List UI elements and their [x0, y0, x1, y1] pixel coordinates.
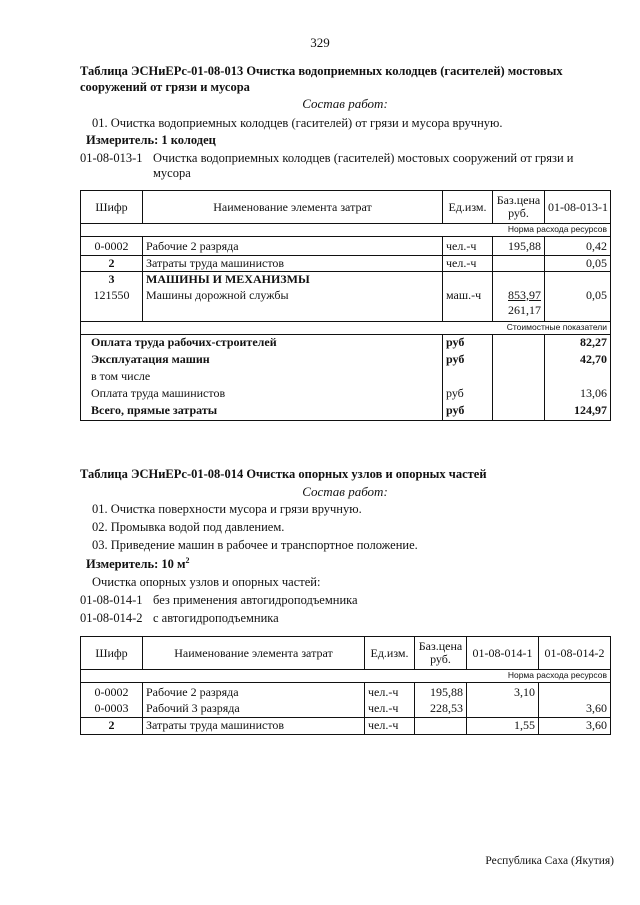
- cell-value: 124,97: [545, 403, 611, 421]
- table-row: [81, 701, 611, 718]
- table-row: [81, 256, 611, 272]
- table1-work-item: 01. Очистка водоприемных колодцев (гасителей) от грязи и мусора вручную.: [92, 116, 503, 130]
- table2-code-2: 01-08-014-2: [80, 611, 143, 625]
- table2-header-unit: Ед.изм.: [365, 637, 415, 670]
- cell-value: [539, 683, 611, 701]
- cell-price: [415, 718, 467, 735]
- table1-header-unit: Ед.изм.: [443, 191, 493, 224]
- table1-header-price: Баз.цена руб.: [493, 191, 545, 224]
- cell-unit: руб: [443, 386, 493, 403]
- table2-header-name: Наименование элемента затрат: [143, 637, 365, 670]
- cell-value: 1,55: [467, 718, 539, 735]
- cell-unit: чел.-ч: [365, 683, 415, 701]
- cell-name: в том числе: [81, 369, 443, 386]
- cell-code: 2: [81, 256, 143, 272]
- cell-code: 121550: [81, 288, 143, 322]
- page-number: 329: [310, 35, 330, 50]
- table1-composition-label: Состав работ:: [302, 96, 388, 111]
- cell-price: 195,88: [415, 683, 467, 701]
- table2-work-item: 01. Очистка поверхности мусора и грязи вручную.: [92, 502, 362, 516]
- cell-value: 0,05: [545, 288, 611, 322]
- table1-title: Таблица ЭСНиЕРс-01-08-013 Очистка водоприемных колодцев (гасителей) мостовых сооружений от грязи и мусора: [80, 64, 563, 94]
- table-row: [81, 718, 611, 735]
- table2-composition-label: Состав работ:: [302, 484, 388, 499]
- cell-value: 3,10: [467, 683, 539, 701]
- cell-name: Рабочие 2 разряда: [143, 237, 443, 256]
- table1-code-text: Очистка водоприемных колодцев (гасителей) мостовых сооружений от грязи и мусора: [153, 151, 574, 180]
- table-row: [81, 352, 611, 369]
- table-row: [81, 272, 611, 288]
- cell-name: Рабочие 2 разряда: [143, 683, 365, 701]
- table1-header-name: Наименование элемента затрат: [143, 191, 443, 224]
- cell-name: Оплата труда машинистов: [81, 386, 443, 403]
- table-row: [81, 683, 611, 701]
- cell-unit: маш.-ч: [443, 288, 493, 322]
- table2-code-1: 01-08-014-1: [80, 593, 143, 607]
- table-row: [81, 386, 611, 403]
- table2-measure: Измеритель: 10 $м^2$: [86, 556, 190, 572]
- footer-region: Республика Саха (Якутия): [485, 855, 614, 867]
- cell-code: 3: [81, 272, 143, 288]
- table1: [80, 190, 611, 421]
- table2-header-col2: 01-08-014-2: [539, 637, 611, 670]
- table-row: [81, 237, 611, 256]
- cell-name: Эксплуатация машин: [81, 352, 443, 369]
- cell-code: 0-0002: [81, 683, 143, 701]
- cell-unit: чел.-ч: [365, 718, 415, 735]
- table2-code-1-text: без применения автогидроподъемника: [153, 593, 358, 607]
- table2: [80, 636, 611, 735]
- table2-subtitle: Очистка опорных узлов и опорных частей:: [92, 575, 321, 589]
- cell-unit: руб: [443, 403, 493, 421]
- table1-measure: Измеритель: 1 колодец: [86, 133, 216, 147]
- table1-cost-label: Стоимостные показатели: [81, 322, 611, 335]
- cell-price: 853,97: [508, 287, 541, 302]
- cell-code: 2: [81, 718, 143, 735]
- table1-code: 01-08-013-1: [80, 151, 143, 165]
- table1-header-code: Шифр: [81, 191, 143, 224]
- table-row: [81, 369, 611, 386]
- cell-unit: руб: [443, 352, 493, 369]
- cell-value: 3,60: [539, 718, 611, 735]
- cell-code: 0-0002: [81, 237, 143, 256]
- table2-header-code: Шифр: [81, 637, 143, 670]
- cell-value: 0,05: [545, 256, 611, 272]
- table1-norm-label: Норма расхода ресурсов: [81, 224, 611, 237]
- table2-work-item: 03. Приведение машин в рабочее и транспортное положение.: [92, 538, 418, 552]
- cell-price-2: 261,17: [508, 302, 541, 317]
- table2-title: Таблица ЭСНиЕРс-01-08-014 Очистка опорных узлов и опорных частей: [80, 467, 487, 481]
- cell-price: 195,88: [493, 237, 545, 256]
- cell-unit: чел.-ч: [443, 237, 493, 256]
- table-row: [81, 335, 611, 352]
- cell-name: Машины дорожной службы: [143, 288, 443, 322]
- cell-value: 0,42: [545, 237, 611, 256]
- cell-unit: чел.-ч: [443, 256, 493, 272]
- table-row: [81, 403, 611, 421]
- cell-value: 3,60: [539, 701, 611, 718]
- cell-value: 13,06: [545, 386, 611, 403]
- cell-value: 82,27: [545, 335, 611, 352]
- table-row: [81, 288, 611, 322]
- table1-header-col1: 01-08-013-1: [545, 191, 611, 224]
- cell-unit: руб: [443, 335, 493, 352]
- cell-name: Затраты труда машинистов: [143, 718, 365, 735]
- cell-code: 0-0003: [81, 701, 143, 718]
- cell-price: [493, 256, 545, 272]
- table2-work-item: 02. Промывка водой под давлением.: [92, 520, 285, 534]
- cell-name: МАШИНЫ И МЕХАНИЗМЫ: [143, 272, 443, 288]
- table2-code-2-text: с автогидроподъемника: [153, 611, 279, 625]
- cell-value: 42,70: [545, 352, 611, 369]
- cell-name: Затраты труда машинистов: [143, 256, 443, 272]
- cell-price: 228,53: [415, 701, 467, 718]
- cell-name: Оплата труда рабочих-строителей: [81, 335, 443, 352]
- table2-norm-label: Норма расхода ресурсов: [81, 670, 611, 683]
- cell-unit: чел.-ч: [365, 701, 415, 718]
- table2-header-price: Баз.цена руб.: [415, 637, 467, 670]
- table2-header-col1: 01-08-014-1: [467, 637, 539, 670]
- cell-name: Всего, прямые затраты: [81, 403, 443, 421]
- cell-name: Рабочий 3 разряда: [143, 701, 365, 718]
- cell-value: [467, 701, 539, 718]
